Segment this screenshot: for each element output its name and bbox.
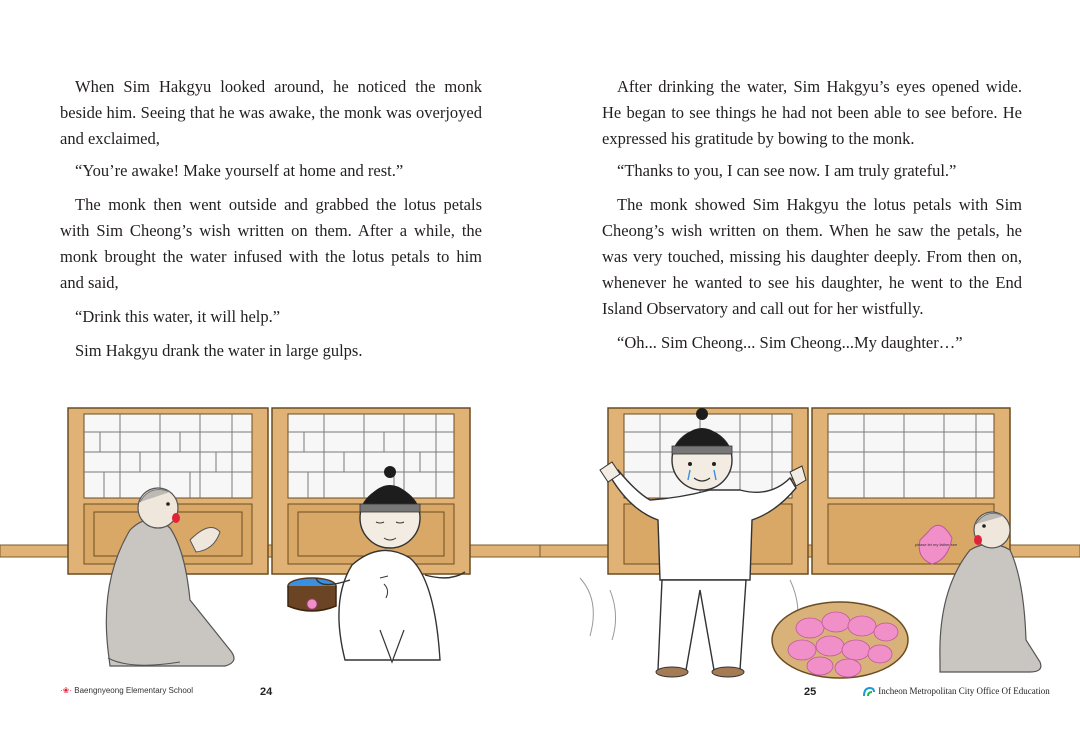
footer-office: Incheon Metropolitan City Office Of Education [862, 686, 1050, 698]
office-logo-icon [862, 686, 876, 698]
left-page-text [60, 74, 482, 372]
petal-wish-text: please let my father see [914, 542, 958, 547]
footer-school: ·❀· Baengnyeong Elementary School [60, 686, 194, 695]
paragraph: “Oh... Sim Cheong... Sim Cheong...My daughter…” [617, 333, 963, 352]
illustration-monk-and-sim-hakgyu [0, 400, 540, 700]
paragraph: After drinking the water, Sim Hakgyu’s eyes opened wide. He began to see things he had not been able to see before. He expressed his gratitude by bowing to the monk. [602, 77, 1022, 148]
right-page [540, 0, 1080, 735]
paragraph: “Drink this water, it will help.” [75, 307, 281, 326]
page-number-right: 25 [804, 686, 817, 698]
paragraph: The monk then went outside and grabbed the lotus petals with Sim Cheong’s wish written on them. After a while, the monk brought the water infused with the lotus petals to him and said, [60, 195, 482, 292]
monk-holding-petal [915, 512, 1041, 672]
flower-icon: ·❀· [60, 686, 73, 695]
page-number-left: 24 [260, 686, 273, 698]
paragraph: “You’re awake! Make yourself at home and rest.” [75, 161, 404, 180]
wooden-door-right [272, 408, 470, 574]
lotus-petal-basket [772, 602, 908, 678]
right-page-text [602, 74, 1022, 364]
illustration-sim-hakgyu-sees [540, 400, 1080, 700]
paragraph: Sim Hakgyu drank the water in large gulps. [75, 341, 363, 360]
water-bowl [288, 578, 336, 611]
paragraph: “Thanks to you, I can see now. I am truly grateful.” [617, 161, 957, 180]
paragraph: When Sim Hakgyu looked around, he noticed the monk beside him. Seeing that he was awake, the monk was overjoyed and exclaimed, [60, 77, 482, 148]
paragraph: The monk showed Sim Hakgyu the lotus petals with Sim Cheong’s wish written on them. When he saw the petals, he was very touched, missing his daughter deeply. From then on, whenever he wanted to see his daughter, he went to the End Island Observatory and call out for her wistfully. [602, 195, 1022, 318]
